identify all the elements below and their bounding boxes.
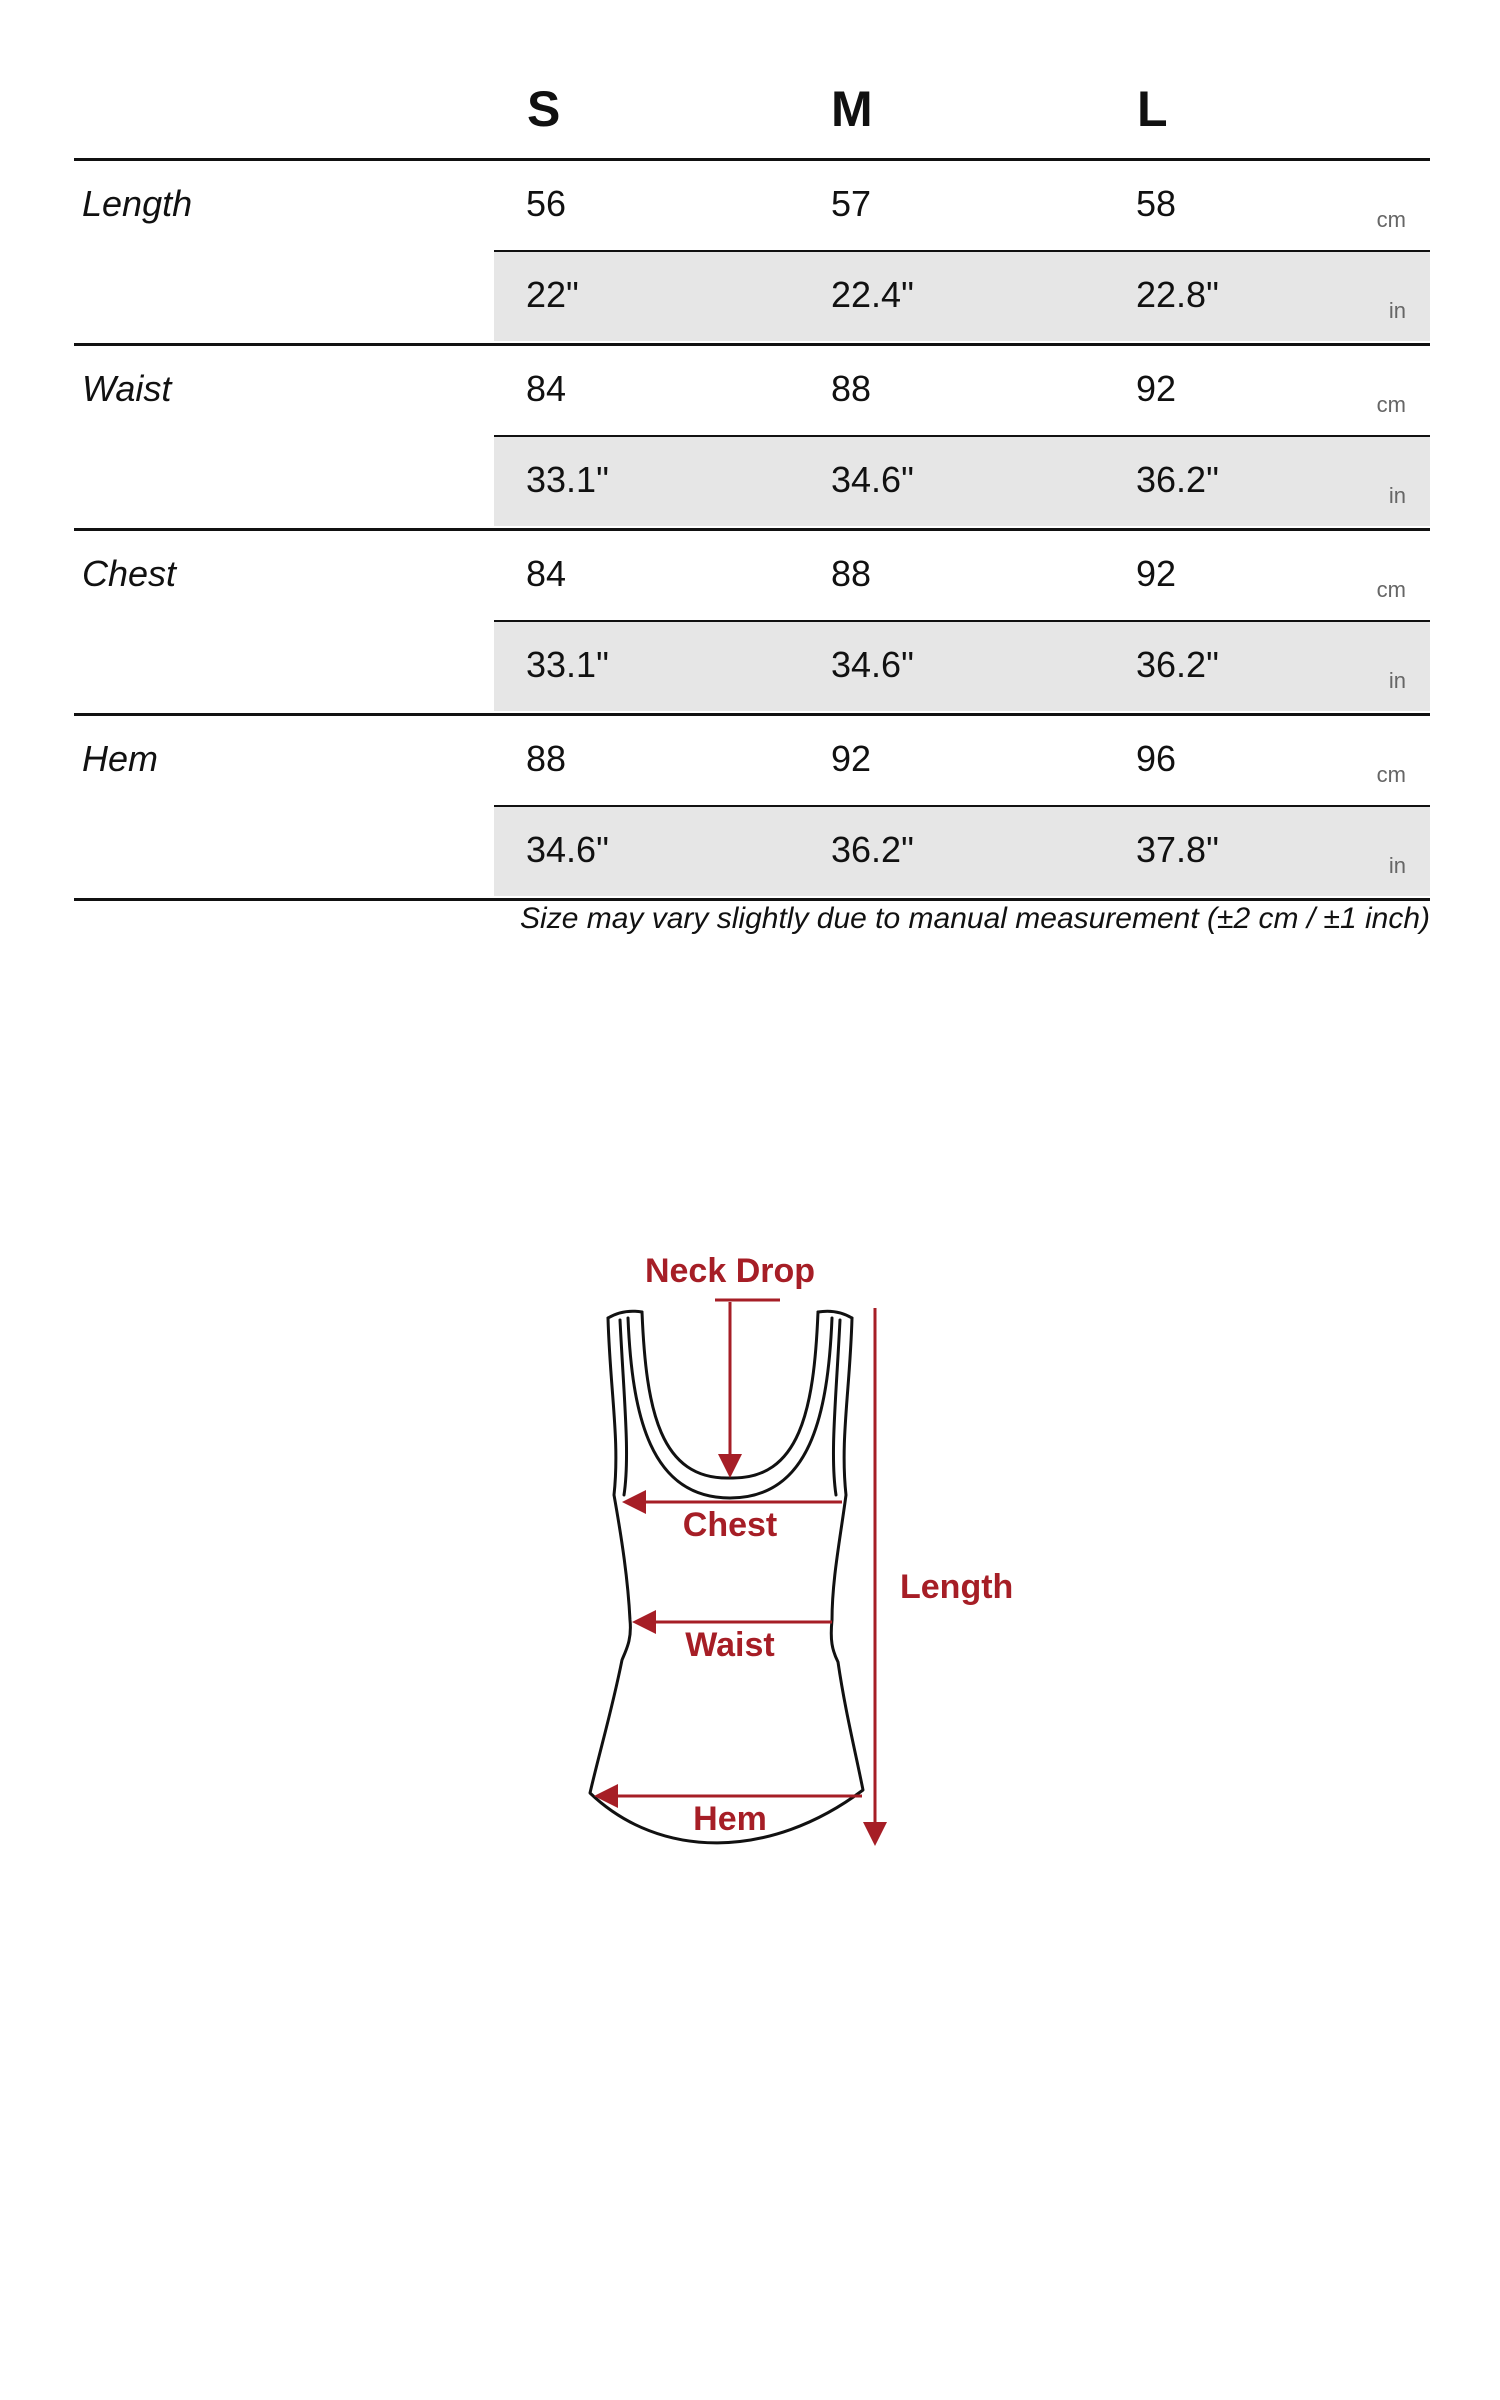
size-header-l: L bbox=[1137, 81, 1168, 137]
cm-row bbox=[494, 716, 1430, 807]
unit-label: cm bbox=[1376, 207, 1406, 232]
value-cell: 34.6" bbox=[831, 644, 914, 685]
value-cell: 57 bbox=[831, 183, 872, 224]
measurement-group-chest bbox=[74, 531, 1430, 716]
value-cell: 33.1" bbox=[526, 459, 609, 500]
value-cell: 36.2" bbox=[1136, 459, 1219, 500]
value-cell: 22.4" bbox=[831, 274, 914, 315]
unit-label: cm bbox=[1376, 762, 1406, 787]
unit-label: cm bbox=[1376, 392, 1406, 417]
measurement-label: Waist bbox=[82, 368, 172, 409]
value-cell: 92 bbox=[1136, 368, 1177, 409]
waist-label: Waist bbox=[685, 1626, 775, 1664]
value-cell: 36.2" bbox=[1136, 644, 1219, 685]
cm-row bbox=[494, 531, 1430, 622]
unit-label: in bbox=[1388, 483, 1406, 508]
value-cell: 96 bbox=[1136, 738, 1177, 779]
cm-row bbox=[494, 161, 1430, 252]
value-cell: 58 bbox=[1136, 183, 1177, 224]
inch-row bbox=[494, 252, 1430, 341]
value-cell: 34.6" bbox=[526, 829, 609, 870]
measurement-note: Size may vary slightly due to manual measurement (±2 cm / ±1 inch) bbox=[520, 902, 1430, 935]
value-cell: 22.8" bbox=[1136, 274, 1219, 315]
measurement-label: Hem bbox=[82, 738, 159, 779]
value-cell: 22" bbox=[526, 274, 579, 315]
size-header-row bbox=[74, 60, 1430, 161]
unit-label: in bbox=[1388, 298, 1406, 323]
inch-row bbox=[494, 807, 1430, 896]
value-cell: 92 bbox=[1136, 553, 1177, 594]
size-header-s: S bbox=[527, 81, 561, 137]
neck-drop-label: Neck Drop bbox=[644, 1252, 816, 1290]
value-cell: 33.1" bbox=[526, 644, 609, 685]
cm-row bbox=[494, 346, 1430, 437]
tank-top-outline bbox=[590, 1311, 863, 1843]
value-cell: 36.2" bbox=[831, 829, 914, 870]
measurement-group-hem bbox=[74, 716, 1430, 901]
value-cell: 88 bbox=[831, 368, 872, 409]
value-cell: 84 bbox=[526, 368, 567, 409]
value-cell: 37.8" bbox=[1136, 829, 1219, 870]
measurement-label: Chest bbox=[82, 553, 177, 594]
size-chart-table bbox=[74, 60, 1430, 901]
chest-label: Chest bbox=[682, 1506, 778, 1544]
tank-top-measurement-diagram bbox=[560, 1240, 1080, 1880]
unit-label: cm bbox=[1376, 577, 1406, 602]
value-cell: 88 bbox=[526, 738, 567, 779]
garment-diagram-svg bbox=[560, 1240, 1080, 1880]
value-cell: 88 bbox=[831, 553, 872, 594]
value-cell: 56 bbox=[526, 183, 567, 224]
length-label: Length bbox=[900, 1568, 1014, 1606]
measurement-group-waist bbox=[74, 346, 1430, 531]
unit-label: in bbox=[1388, 853, 1406, 878]
size-header-m: M bbox=[831, 81, 873, 137]
value-cell: 34.6" bbox=[831, 459, 914, 500]
hem-label: Hem bbox=[693, 1800, 767, 1838]
measurement-group-length bbox=[74, 161, 1430, 346]
value-cell: 92 bbox=[831, 738, 872, 779]
unit-label: in bbox=[1388, 668, 1406, 693]
value-cell: 84 bbox=[526, 553, 567, 594]
inch-row bbox=[494, 622, 1430, 711]
inch-row bbox=[494, 437, 1430, 526]
measurement-label: Length bbox=[82, 183, 193, 224]
